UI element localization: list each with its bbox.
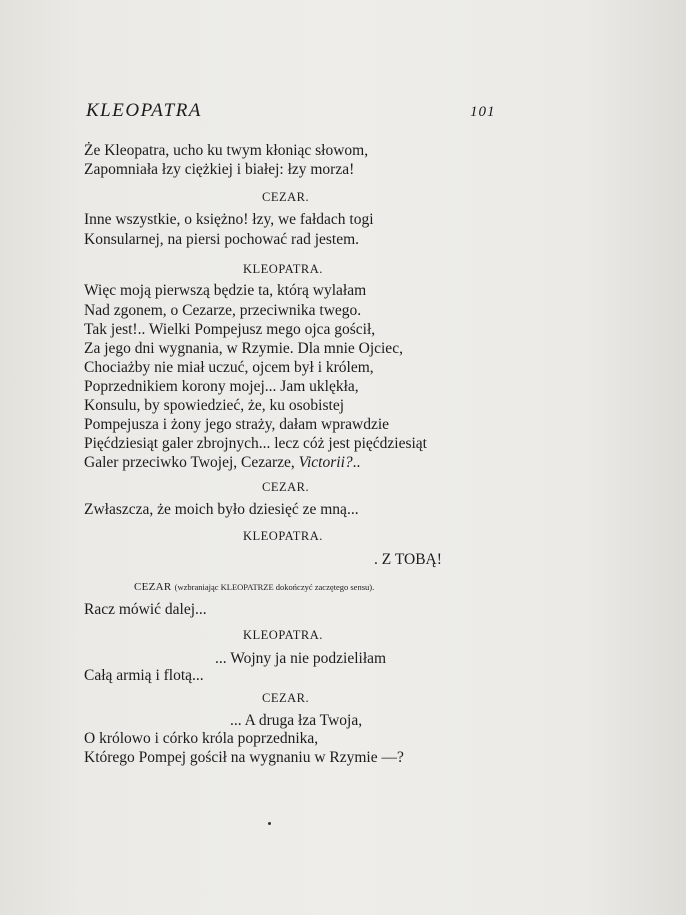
verse-line: Racz mówić dalej... [84, 601, 207, 618]
speaker-cezar: CEZAR. [262, 190, 310, 204]
verse-line: Nad zgonem, o Cezarze, przeciwnika twego. [84, 302, 362, 319]
ink-dot [268, 822, 271, 825]
verse-line: Za jego dni wygnania, w Rzymie. Dla mnie Ojciec, [84, 340, 403, 357]
verse-line: Zapomniała łzy ciężkiej i białej: łzy morza! [84, 161, 355, 178]
speaker-kleopatra: KLEOPATRA. [243, 628, 323, 642]
speaker-kleopatra: KLEOPATRA. [243, 529, 323, 543]
speaker-cezar: CEZAR. [262, 691, 310, 705]
page-number: 101 [470, 104, 496, 120]
verse-line: . Z TOBĄ! [374, 551, 442, 568]
verse-line: Pompejusza i żony jego straży, dałam wprawdzie [84, 416, 390, 433]
speaker-cezar: CEZAR [134, 581, 172, 593]
verse-line: Pięćdziesiąt galer zbrojnych... lecz cóż jest pięćdziesiąt [84, 435, 427, 452]
verse-line [84, 453, 360, 473]
verse-line: Konsularnej, na piersi pochować rad jestem. [84, 231, 360, 248]
verse-line: Więc moją pierwszą będzie ta, którą wylałam [84, 282, 367, 299]
verse-line: Którego Pompej gościł na wygnaniu w Rzymie —? [84, 749, 404, 766]
speaker-kleopatra: KLEOPATRA. [243, 262, 323, 276]
verse-line: Że Kleopatra, ucho ku twym kłoniąc słowom, [84, 142, 369, 159]
verse-line: Poprzednikiem korony mojej... Jam uklękła, [84, 378, 359, 395]
verse-line: ... Wojny ja nie podzieliłam [215, 650, 387, 667]
verse-line: Zwłaszcza, że moich było dziesięć ze mną... [84, 501, 359, 518]
verse-line: Chociażby nie miał uczuć, ojcem był i królem, [84, 359, 374, 376]
speaker-cezar: CEZAR. [262, 480, 310, 494]
verse-line: Konsulu, by spowiedzieć, że, ku osobistej [84, 397, 345, 414]
verse-line: ... A druga łza Twoja, [230, 712, 363, 729]
stage-direction [134, 580, 374, 594]
stage-direction-note: (wzbraniając KLEOPATRZE dokończyć zaczętego sensu). [174, 582, 375, 592]
verse-text: Galer przeciwko Twojej, Cezarze, [84, 454, 299, 471]
verse-italic-word: Victorii? [298, 454, 353, 471]
verse-line: O królowo i córko króla poprzednika, [84, 730, 319, 747]
verse-line: Całą armią i flotą... [84, 667, 204, 684]
verse-line: Tak jest!.. Wielki Pompejusz mego ojca gościł, [84, 321, 376, 338]
verse-line: Inne wszystkie, o księżno! łzy, we fałdach togi [84, 211, 374, 228]
running-header-title: KLEOPATRA [86, 100, 202, 121]
verse-text: .. [352, 454, 361, 471]
